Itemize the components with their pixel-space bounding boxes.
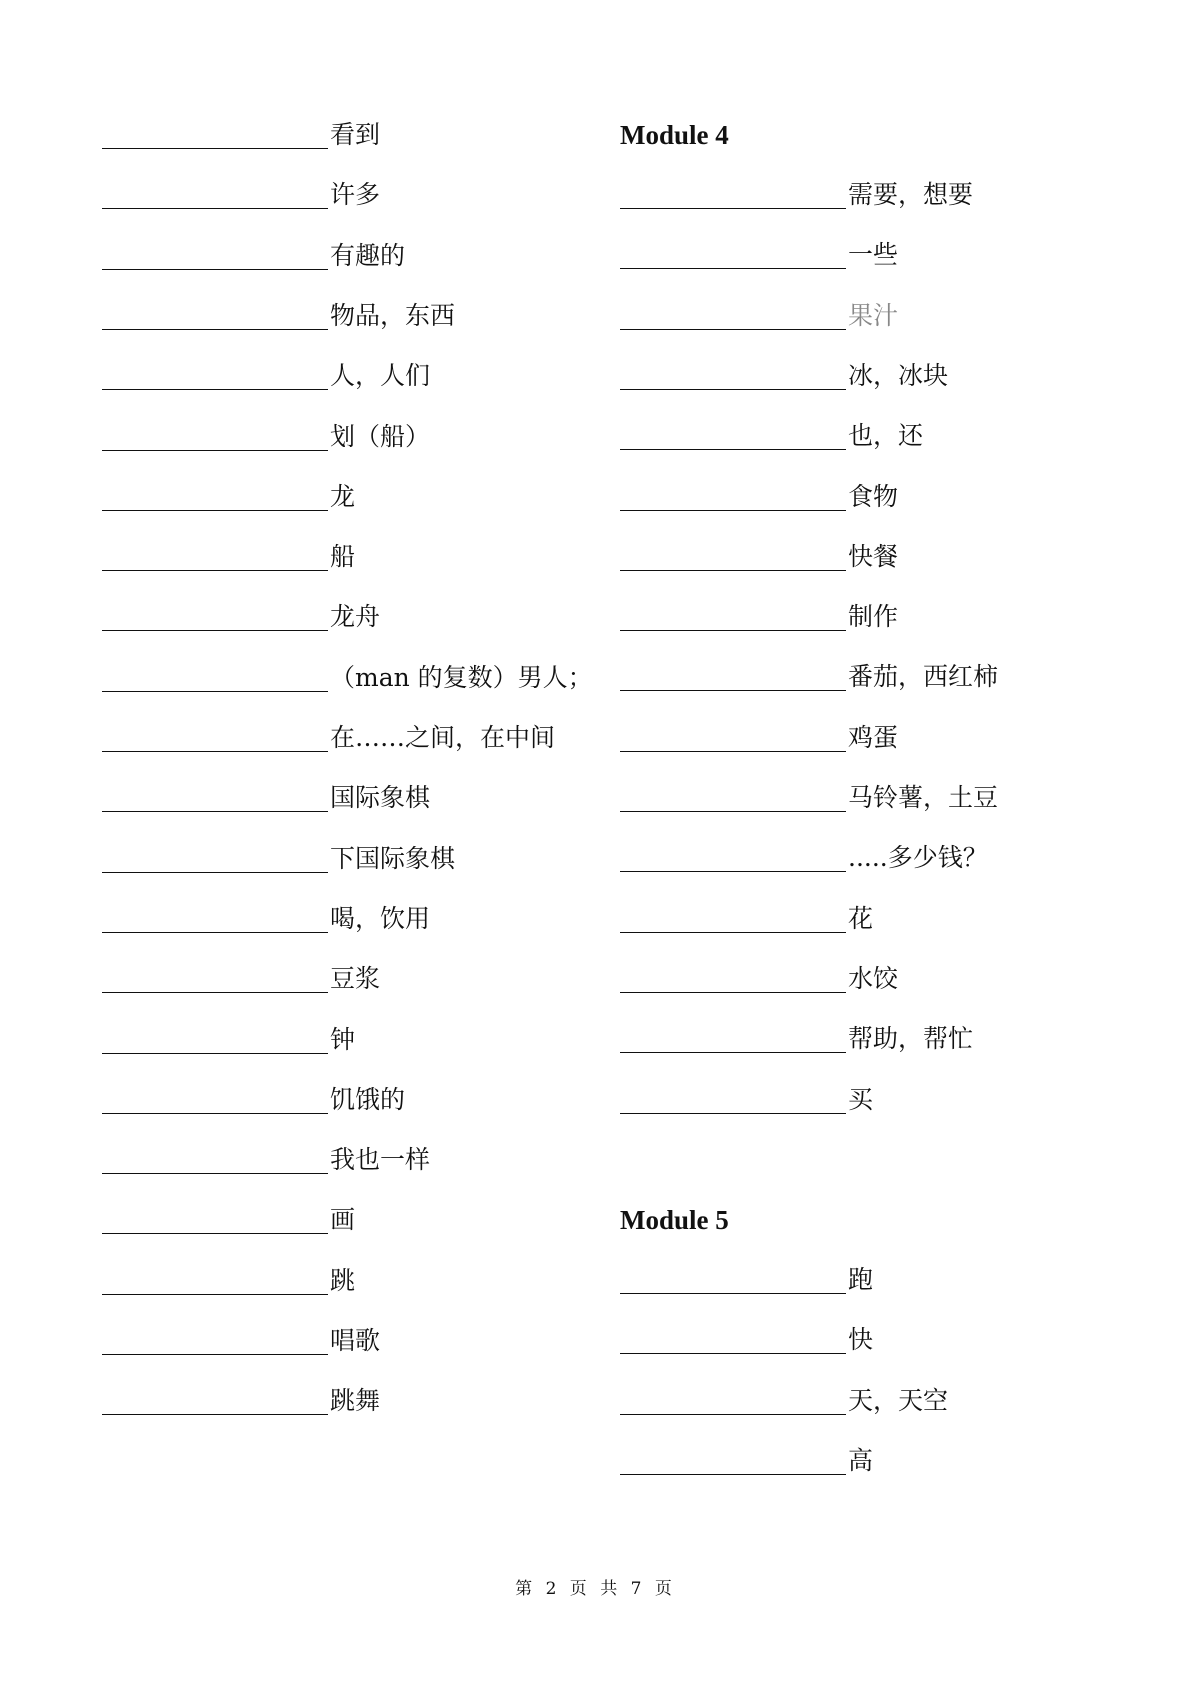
vocab-left-row xyxy=(102,1020,355,1060)
answer-blank[interactable] xyxy=(102,663,328,692)
page-footer: 第 2 页 共 7 页 xyxy=(515,1579,676,1599)
word-meaning: 鸡蛋 xyxy=(848,722,899,752)
vocab-m4-row xyxy=(620,597,898,637)
vocab-left-row xyxy=(102,1140,430,1180)
answer-blank[interactable] xyxy=(102,602,328,631)
word-meaning: 人，人们 xyxy=(330,361,431,391)
answer-blank[interactable] xyxy=(102,1085,328,1114)
word-meaning: 我也一样 xyxy=(330,1145,431,1175)
vocab-m4-row xyxy=(620,1080,873,1120)
answer-blank[interactable] xyxy=(620,1024,846,1053)
answer-blank[interactable] xyxy=(620,662,846,691)
vocab-m4-row xyxy=(620,899,873,939)
vocab-m5-row xyxy=(620,1320,873,1360)
word-meaning: 下国际象棋 xyxy=(330,843,456,873)
vocab-left-row xyxy=(102,537,355,577)
word-meaning: 制作 xyxy=(848,602,899,632)
vocab-m4-row xyxy=(620,959,898,999)
answer-blank[interactable] xyxy=(102,542,328,571)
answer-blank[interactable] xyxy=(102,482,328,511)
answer-blank[interactable] xyxy=(102,1386,328,1415)
word-meaning: 买 xyxy=(848,1084,874,1114)
answer-blank[interactable] xyxy=(102,723,328,752)
vocab-left-row xyxy=(102,1261,355,1301)
answer-blank[interactable] xyxy=(102,1145,328,1174)
answer-blank[interactable] xyxy=(620,904,846,933)
vocab-m4-row xyxy=(620,416,923,456)
answer-blank[interactable] xyxy=(620,783,846,812)
word-meaning: 划（船） xyxy=(330,421,431,451)
vocab-m5-row xyxy=(620,1441,873,1481)
word-meaning: 也，还 xyxy=(848,421,924,451)
answer-blank[interactable] xyxy=(102,361,328,390)
answer-blank[interactable] xyxy=(620,240,846,269)
vocab-m5-row xyxy=(620,1381,948,1421)
vocab-left-row xyxy=(102,597,380,637)
word-meaning: 豆浆 xyxy=(330,964,381,994)
word-meaning: 快餐 xyxy=(848,541,899,571)
vocab-left-row xyxy=(102,718,555,758)
word-meaning: 饥饿的 xyxy=(330,1084,406,1114)
vocab-left-row xyxy=(102,417,430,457)
vocab-left-row xyxy=(102,899,430,939)
word-meaning: 一些 xyxy=(848,240,899,270)
word-meaning: 龙 xyxy=(330,481,356,511)
answer-blank[interactable] xyxy=(102,783,328,812)
answer-blank[interactable] xyxy=(620,482,846,511)
word-meaning: 食物 xyxy=(848,481,899,511)
answer-blank[interactable] xyxy=(102,964,328,993)
vocab-left-row xyxy=(102,356,430,396)
answer-blank[interactable] xyxy=(620,1265,846,1294)
answer-blank[interactable] xyxy=(620,421,846,450)
word-meaning: 在……之间，在中间 xyxy=(330,723,556,752)
answer-blank[interactable] xyxy=(620,964,846,993)
vocab-m4-row xyxy=(620,537,898,577)
vocab-left-row xyxy=(102,959,380,999)
answer-blank[interactable] xyxy=(620,723,846,752)
vocab-m4-row xyxy=(620,778,998,818)
word-meaning: 钟 xyxy=(330,1024,356,1054)
vocab-left-row xyxy=(102,1200,355,1240)
vocab-m4-row xyxy=(620,235,898,275)
word-meaning: 跳 xyxy=(330,1265,356,1295)
answer-blank[interactable] xyxy=(102,1025,328,1054)
word-meaning: 高 xyxy=(848,1445,874,1475)
vocab-m5-row xyxy=(620,1260,873,1300)
word-meaning: .....多少钱？ xyxy=(848,843,988,873)
vocab-left-row xyxy=(102,115,380,155)
word-meaning: 快 xyxy=(848,1325,874,1355)
word-meaning: 水饺 xyxy=(848,963,899,993)
vocab-left-row xyxy=(102,296,455,336)
word-meaning: 物品，东西 xyxy=(330,300,456,330)
answer-blank[interactable] xyxy=(102,422,328,451)
word-meaning: 看到 xyxy=(330,120,381,149)
vocab-left-row xyxy=(102,839,455,879)
word-meaning: 许多 xyxy=(330,180,381,210)
vocab-m4-row xyxy=(620,296,898,336)
vocab-m4-row xyxy=(620,175,973,215)
module-4-title: Module 4 xyxy=(620,120,729,150)
word-meaning: 天，天空 xyxy=(848,1385,949,1415)
word-meaning: 唱歌 xyxy=(330,1326,381,1355)
answer-blank[interactable] xyxy=(102,301,328,330)
vocab-left-row xyxy=(102,1381,380,1421)
answer-blank[interactable] xyxy=(620,542,846,571)
vocab-m4-row xyxy=(620,356,948,396)
word-meaning: 国际象棋 xyxy=(330,783,431,813)
word-meaning: 画 xyxy=(330,1205,356,1235)
word-meaning: 有趣的 xyxy=(330,240,406,270)
answer-blank[interactable] xyxy=(620,1386,846,1415)
word-meaning: 帮助，帮忙 xyxy=(848,1024,974,1054)
word-meaning: 番茄，西红柿 xyxy=(848,662,999,692)
vocab-left-row xyxy=(102,236,405,276)
word-meaning: 需要，想要 xyxy=(848,180,974,209)
vocab-left-row xyxy=(102,1321,380,1361)
answer-blank[interactable] xyxy=(102,904,328,933)
answer-blank[interactable] xyxy=(102,844,328,873)
answer-blank[interactable] xyxy=(620,1446,846,1475)
vocab-left-row xyxy=(102,778,430,818)
answer-blank[interactable] xyxy=(620,180,846,209)
vocab-m4-row xyxy=(620,718,898,758)
answer-blank[interactable] xyxy=(102,1266,328,1295)
word-meaning: 喝，饮用 xyxy=(330,903,431,933)
word-meaning: 龙舟 xyxy=(330,602,381,632)
word-meaning: （man 的复数）男人； xyxy=(330,662,593,692)
answer-blank[interactable] xyxy=(102,180,328,209)
answer-blank[interactable] xyxy=(620,1085,846,1114)
word-meaning: 船 xyxy=(330,542,356,572)
word-meaning: 跳舞 xyxy=(330,1386,381,1416)
answer-blank[interactable] xyxy=(102,120,328,149)
word-meaning: 花 xyxy=(848,903,874,933)
answer-blank[interactable] xyxy=(620,843,846,872)
vocab-m4-row xyxy=(620,1019,973,1059)
answer-blank[interactable] xyxy=(620,1325,846,1354)
word-meaning: 冰，冰块 xyxy=(848,360,949,390)
answer-blank[interactable] xyxy=(102,241,328,270)
vocab-m4-row xyxy=(620,838,988,878)
word-meaning: 马铃薯，土豆 xyxy=(848,783,999,812)
module-5-title: Module 5 xyxy=(620,1205,729,1235)
vocab-m4-row xyxy=(620,477,898,517)
answer-blank[interactable] xyxy=(620,602,846,631)
vocab-m4-row xyxy=(620,657,998,697)
vocab-left-row xyxy=(102,1080,405,1120)
vocab-left-row xyxy=(102,477,355,517)
answer-blank[interactable] xyxy=(620,301,846,330)
word-meaning: 跑 xyxy=(848,1265,874,1294)
vocab-left-row xyxy=(102,658,593,698)
word-meaning: 果汁 xyxy=(848,300,899,330)
answer-blank[interactable] xyxy=(102,1326,328,1355)
answer-blank[interactable] xyxy=(102,1205,328,1234)
vocab-left-row xyxy=(102,175,380,215)
answer-blank[interactable] xyxy=(620,361,846,390)
